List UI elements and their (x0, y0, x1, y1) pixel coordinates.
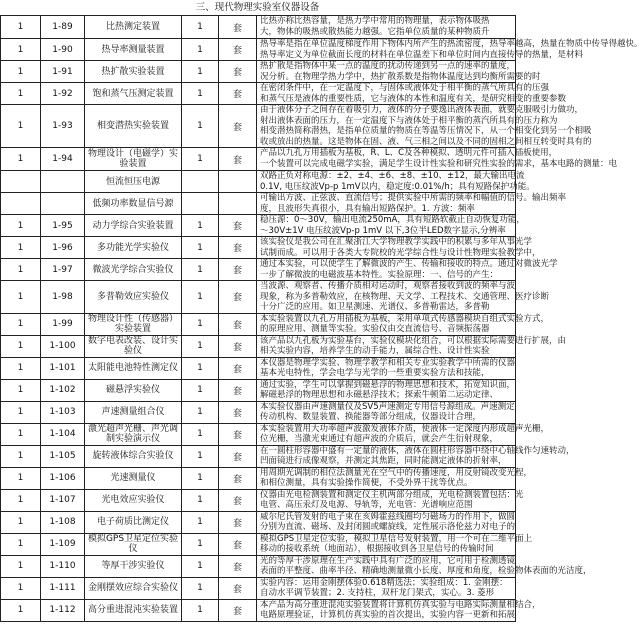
description-line: 本实验装置以九孔万用插板为基板，采用单项式传感器模块自组式实验方式， (260, 313, 550, 324)
cell-description (257, 61, 541, 83)
cell-quantity: 1 (182, 237, 219, 259)
cell-quantity: 1 (182, 313, 219, 335)
cell-no: 1 (1, 83, 41, 105)
cell-unit: 套 (219, 379, 257, 401)
cell-quantity: 1 (182, 83, 219, 105)
description-line: 相变潜热简称潜热，是指单位质量的物质在等温等压情况下，从一个相变化到另一个相吸 (260, 126, 592, 136)
cell-equipment-name: 物理设计性（传感器）实验装置 (85, 313, 182, 335)
table-row (1, 555, 516, 577)
cell-quantity (182, 171, 219, 193)
cell-no: 1 (1, 237, 41, 259)
cell-item-id: 1-107 (41, 489, 85, 511)
cell-equipment-name: 热扩散实验装置 (85, 61, 182, 83)
description-line: 光的等厚干涉原理在生产实践中具有广泛的应用，它可用于检测透镜 (260, 555, 516, 566)
cell-equipment-name: 光电效应实验仪 (85, 489, 182, 511)
table-row (1, 467, 516, 489)
cell-description (257, 511, 516, 533)
cell-item-id: 1-93 (41, 105, 85, 148)
description-line: 本产品为高分重进混沌实验装置将计算机仿真实验与电路实际测量相结合， (260, 599, 541, 610)
cell-equipment-name: 微波光学综合实验仪 (85, 259, 182, 281)
description-line: 稳压源：0～30V，输出电流250mA，具有短路软截止自动恢复功能， (260, 215, 525, 225)
description-line: 当波源、观察者、传播介质相对运动时，观察者接收到波的频率与波 (260, 281, 516, 291)
table-row (1, 489, 516, 511)
cell-unit: 套 (219, 83, 257, 105)
description-line: 度，且波形失真很小，具有输出短路保护。1. 方波：频率 (260, 203, 475, 214)
cell-quantity: 1 (182, 357, 219, 379)
cell-quantity: 1 (182, 401, 219, 423)
description-line: 电路原理验证，计算机仿真实验的首次提出，实验内容一更新和拓展 (260, 610, 516, 620)
cell-description (257, 599, 541, 621)
cell-equipment-name: 恒流恒压电源 (85, 171, 182, 193)
cell-description (257, 313, 550, 335)
cell-item-id: 1-96 (41, 237, 85, 259)
cell-no: 1 (1, 533, 41, 555)
cell-description (257, 467, 533, 489)
description-line: 况分析。在物理学热力学中，热扩散系数是指物体温度达到均衡所需要的时 (260, 71, 541, 82)
cell-quantity: 1 (182, 555, 219, 577)
cell-description (257, 281, 550, 314)
equipment-rows (1, 16, 643, 622)
description-line: 表面的平整度、曲率半径、精确地测量微小长度、厚度和角度，检验物体表面的光洁度， (260, 566, 592, 576)
cell-description (257, 489, 524, 511)
table-row (1, 83, 516, 105)
cell-unit: 套 (219, 215, 257, 237)
cell-quantity: 1 (182, 467, 219, 489)
description-line: 射出液体表面的压力，在一定温度下与液体处于相平衡的蒸汽所具有的压力称为 (260, 115, 558, 126)
table-row (1, 61, 516, 83)
table-row (1, 148, 516, 171)
cell-item-id: 1-92 (41, 83, 85, 105)
description-line: 试制而成。可以用于各类大专院校的光学综合性与设计性物理实验教学中， (260, 247, 541, 258)
description-line: 收或放出的热量。这是物体在固、液、气三相之间以及不同的固相之间相互转变时具有的 (260, 136, 592, 147)
cell-unit: 套 (219, 39, 257, 61)
cell-equipment-name: 物理设计（电磁学）实验装置 (85, 148, 182, 171)
cell-unit: 套 (219, 313, 257, 335)
cell-equipment-name: 饱和蒸气压测定装置 (85, 83, 182, 105)
cell-quantity: 1 (182, 379, 219, 401)
cell-unit (219, 171, 257, 193)
description-line: 仪器由光电检测装置和测定仪主机两部分组成，光电检测装置包括：光 (260, 489, 524, 500)
cell-unit: 套 (219, 401, 257, 423)
cell-no (1, 193, 41, 215)
description-line: 热扩散是指物体中某一点的温度的扰动传递到另一点的速率的量度， (260, 61, 516, 71)
cell-item-id: 1-106 (41, 467, 85, 489)
table-row (1, 193, 516, 215)
description-line: 实验内容：运用金刚摆体验0.618精选法；实验组成：1. 金刚摆： (260, 577, 508, 588)
cell-unit: 套 (219, 423, 257, 445)
cell-quantity: 1 (182, 577, 219, 599)
description-line: 和蒸气压是液体的重要性质，它与液体的本性和温度有关，是研究相变的重要参数 (260, 93, 567, 104)
cell-equipment-name: 等厚干涉实验仪 (85, 555, 182, 577)
cell-item-id: 1-98 (41, 281, 85, 314)
cell-quantity: 1 (182, 215, 219, 237)
description-line: 模拟GPS卫星定位实验，模拟卫星信号发射装置，用一个可在二维平面上 (260, 533, 533, 544)
cell-equipment-name: 高分重进混沌实验装置 (85, 599, 182, 621)
table-row (1, 313, 516, 335)
cell-description (257, 555, 592, 577)
cell-quantity: 1 (182, 445, 219, 467)
description-line: 电管、高压汞灯及电源、导轨等，光电管：光谱响应范围 (260, 500, 473, 510)
cell-description (257, 171, 535, 193)
cell-unit: 套 (219, 533, 257, 555)
description-line: 在一圆柱形容器中盛有一定量的液体，液体在圆柱形容器中绕中心轴线作匀速转动， (260, 445, 575, 456)
cell-unit (219, 193, 257, 215)
cell-unit: 套 (219, 335, 257, 357)
cell-equipment-name: 模拟GPS卫星定位实验仪 (85, 533, 182, 555)
description-line: 传动机构、数显装置、换能器等部分组成，仪器设计合理， (260, 412, 482, 422)
cell-item-id: 1-111 (41, 577, 85, 599)
description-line: 大，物体的吸热或散热能力越强。它指单位质量的某种物质升 (260, 26, 490, 37)
cell-unit: 套 (219, 555, 257, 577)
table-row (1, 445, 516, 467)
table-row (1, 281, 516, 314)
cell-no: 1 (1, 39, 41, 61)
cell-unit: 套 (219, 259, 257, 281)
cell-no: 1 (1, 423, 41, 445)
table-row (1, 401, 516, 423)
cell-no: 1 (1, 148, 41, 171)
cell-quantity: 1 (182, 259, 219, 281)
cell-item-id (41, 193, 85, 215)
cell-item-id: 1-112 (41, 599, 85, 621)
cell-equipment-name: 热导率测量装置 (85, 39, 182, 61)
cell-no: 1 (1, 335, 41, 357)
cell-description (257, 39, 643, 61)
cell-no: 1 (1, 401, 41, 423)
cell-equipment-name: 激光超声光栅、声光调制实验演示仪 (85, 423, 182, 445)
cell-quantity: 1 (182, 489, 219, 511)
cell-no: 1 (1, 105, 41, 148)
description-line: 通过本实验，可以使学生了解微波的产生、传输和接收的特点。通过对微波光学 (260, 259, 558, 269)
table-row (1, 16, 516, 39)
description-line: 可输出方波、正弦波、直流信号；提供实验中所需的频率和幅值的信号。输出频率 (260, 193, 567, 203)
description-line: 威尔尼氏管发射的电子束在亥姆霍兹线圈均匀磁场力的作用下，做圆 (260, 511, 516, 522)
table-row (1, 533, 516, 555)
cell-no: 1 (1, 467, 41, 489)
cell-item-id: 1-105 (41, 445, 85, 467)
cell-item-id: 1-104 (41, 423, 85, 445)
description-line: 位光栅，当激光束通过有超声波的介质后，就会产生衍射现象， (260, 434, 499, 444)
cell-description (257, 16, 516, 39)
cell-item-id: 1-109 (41, 533, 85, 555)
cell-item-id: 1-90 (41, 39, 85, 61)
cell-equipment-name: 相变潜热实验装置 (85, 105, 182, 148)
description-line: 移动的接收系统（地面站），根据接收到各卫星信号的传输时间 (260, 544, 494, 554)
equipment-table (0, 15, 643, 622)
table-row (1, 105, 516, 148)
cell-equipment-name: 磁悬浮实验仪 (85, 379, 182, 401)
cell-quantity: 1 (182, 281, 219, 314)
cell-item-id: 1-108 (41, 511, 85, 533)
cell-item-id: 1-91 (41, 61, 85, 83)
description-line: 和相位测量，具有实验操作简便，不受外界干扰等优点。 (260, 478, 473, 488)
cell-equipment-name: 光速测量仪 (85, 467, 182, 489)
cell-equipment-name: 声速测量组合仪 (85, 401, 182, 423)
cell-unit: 套 (219, 577, 257, 599)
cell-item-id: 1-110 (41, 555, 85, 577)
cell-description (257, 105, 592, 148)
cell-description (257, 533, 533, 555)
cell-item-id: 1-102 (41, 379, 85, 401)
table-row (1, 259, 516, 281)
cell-description (257, 83, 567, 105)
cell-no: 1 (1, 445, 41, 467)
cell-no: 1 (1, 379, 41, 401)
description-line: 本仪器是物理学实验、物理学教学和相关专业实验教学中所需的仪器 (260, 357, 516, 368)
description-line: 比热亦称比热容量，是热力学中常用的物理量，表示物体吸热 (260, 16, 490, 26)
cell-unit: 套 (219, 61, 257, 83)
description-line: 的原理应用、测量等实验。实验仪由交直流信号、音频振荡器 (260, 324, 490, 334)
cell-description (257, 259, 558, 281)
table-row (1, 171, 516, 193)
description-line: 自动水平调节装置；2. 支持柱，双杆龙门架式，实心。3. 菱形 (260, 588, 495, 598)
cell-unit: 套 (219, 467, 257, 489)
description-line: 产品以九孔万用插板为基板，R、L、C及各种模拟、透明元件可插入插板使用， (260, 148, 558, 158)
cell-quantity: 1 (182, 105, 219, 148)
cell-no: 1 (1, 215, 41, 237)
description-line: 一个装置可以完成电磁学实验，满足学生设计性实验和研究性实验的需求，基本电路的测量：电 (260, 158, 618, 169)
cell-quantity: 1 (182, 599, 219, 621)
description-line: 十分广泛的应用。如卫星测速、光谱仪、多普勒雷达，多普勒 (260, 302, 490, 312)
cell-item-id (41, 171, 85, 193)
cell-no: 1 (1, 357, 41, 379)
cell-item-id: 1-101 (41, 357, 85, 379)
cell-equipment-name: 动力学综合实验装置 (85, 215, 182, 237)
cell-equipment-name: 电子荷质比测定仪 (85, 511, 182, 533)
description-line: 现象，称为多普勒效应，在核物理、天文学、工程技术、交通管理、医疗诊断 (260, 291, 550, 302)
cell-description (257, 379, 516, 401)
description-line: 本实验仪器由声速测量仪及SV5声速测定专用信号源组成。声速测定 (260, 401, 515, 412)
description-line: 热导率定义为单位截面长度的材料在单位温差下和单位时间内直接传导的热量，是材料 (260, 49, 584, 60)
cell-equipment-name: 多功能光学实验仪 (85, 237, 182, 259)
cell-equipment-name: 多普勒效应实验仪 (85, 281, 182, 314)
description-line: 解磁悬浮的物理思想和永磁悬浮技术；探索牛顿第二运动定律、 (260, 390, 499, 400)
cell-item-id: 1-89 (41, 16, 85, 39)
description-line: 分别为直流、磁场、及封闭圆或螺旋线，定性展示洛伦兹力对电子的 (260, 522, 516, 532)
cell-equipment-name: 数字电表改装、设计实验仪 (85, 335, 182, 357)
cell-item-id: 1-95 (41, 215, 85, 237)
cell-item-id: 1-97 (41, 259, 85, 281)
description-line: 用周期光调制的相位法测量光在空气中的传播速度，用反射镜改变光程， (260, 467, 533, 478)
cell-quantity: 1 (182, 61, 219, 83)
description-line: ～30V±1V 电压纹波Vp-p 1mV 以下,3位半LED数字显示,分辨率 (260, 225, 506, 236)
description-line: 一步了解微波的电磁波基本特性。实验原理：一、信号的产生： (260, 269, 499, 280)
cell-quantity (182, 193, 219, 215)
cell-description (257, 237, 541, 259)
table-row (1, 423, 516, 445)
cell-no: 1 (1, 313, 41, 335)
cell-item-id: 1-100 (41, 335, 85, 357)
cell-unit: 套 (219, 105, 257, 148)
description-line: 双路正负对称电源：±2、±4、±6、±8、±10、±12，最大输出电流 (260, 171, 525, 181)
cell-description (257, 445, 575, 467)
cell-no: 1 (1, 577, 41, 599)
cell-quantity: 1 (182, 16, 219, 39)
cell-description (257, 577, 516, 599)
cell-no: 1 (1, 489, 41, 511)
cell-quantity: 1 (182, 533, 219, 555)
cell-unit: 套 (219, 148, 257, 171)
cell-unit: 套 (219, 489, 257, 511)
description-line: 由于液体分子之间存在着吸引力，液体的分子要逸出液体表面，就要克服吸引力做功， (260, 105, 584, 115)
table-row (1, 357, 516, 379)
table-row (1, 215, 516, 237)
cell-unit: 套 (219, 357, 257, 379)
description-line: 0.1V, 电压纹波Vp-p 1mV以内，稳定度:0.01%/h；具有短路保护功能。 (260, 181, 535, 192)
description-line: 相关实验内容，培养学生的动手能力，属综合性、设计性实验 (260, 346, 490, 356)
cell-equipment-name: 旋转液体综合实验仪 (85, 445, 182, 467)
description-line: 该实验仪是我公司在汇聚浙江大学物理教学实践中的积累与多年从事光学 (260, 237, 533, 247)
cell-description (257, 193, 567, 215)
cell-description (257, 148, 618, 171)
description-line: 基本光电特性，学会电学与光学的一些重要实验方法和技能， (260, 368, 490, 378)
cell-equipment-name: 低频功率数显信号源 (85, 193, 182, 215)
cell-description (257, 357, 516, 379)
description-line: 凹面镜进行成像观察，并测定其焦距，同时能测定液体的折射率， (260, 456, 507, 466)
cell-equipment-name: 比热测定装置 (85, 16, 182, 39)
page-title: 三、现代物理实验室仪器设备 (195, 2, 320, 13)
description-line: 本实验装置用大功率超声波激发液体介质，使液体一定深度内形成超声光栅， (260, 423, 550, 434)
table-row (1, 335, 516, 357)
description-line: 通过实验，学生可以掌握到磁悬浮的物理思想和技术，拓宽知识面， (260, 379, 516, 390)
cell-unit: 套 (219, 281, 257, 314)
table-row (1, 237, 516, 259)
cell-no: 1 (1, 281, 41, 314)
cell-description (257, 401, 516, 423)
cell-no: 1 (1, 511, 41, 533)
cell-quantity: 1 (182, 335, 219, 357)
table-row (1, 577, 516, 599)
cell-description (257, 423, 550, 445)
cell-no: 1 (1, 61, 41, 83)
table-row (1, 379, 516, 401)
cell-quantity: 1 (182, 423, 219, 445)
cell-unit: 套 (219, 445, 257, 467)
cell-description (257, 335, 567, 357)
cell-unit: 套 (219, 599, 257, 621)
cell-no: 1 (1, 599, 41, 621)
table-row (1, 39, 516, 61)
table-row (1, 511, 516, 533)
cell-item-id: 1-99 (41, 313, 85, 335)
cell-quantity: 1 (182, 511, 219, 533)
cell-equipment-name: 金刚摆效应综合实验仪 (85, 577, 182, 599)
cell-no: 1 (1, 555, 41, 577)
cell-unit: 套 (219, 16, 257, 39)
description-line: 该产品以九孔板为实验基台，实验仪模块化组合，可以根据实际需要进行扩展，由 (260, 335, 567, 346)
cell-item-id: 1-94 (41, 148, 85, 171)
cell-no: 1 (1, 259, 41, 281)
cell-item-id: 1-103 (41, 401, 85, 423)
cell-description (257, 215, 525, 237)
cell-unit: 套 (219, 237, 257, 259)
cell-unit: 套 (219, 511, 257, 533)
description-line: 在密闭条件中，在一定温度下，与固体或液体处于相平衡的蒸气所具有的压强 (260, 83, 550, 93)
cell-equipment-name: 太阳能电池特性测定仪 (85, 357, 182, 379)
cell-no: 1 (1, 16, 41, 39)
cell-no (1, 171, 41, 193)
description-line: 热导率是指在单位温度梯度作用下物体内所产生的热流密度，热导率越高，热量在物质中传导得越快。 (260, 39, 643, 49)
cell-quantity: 1 (182, 148, 219, 171)
table-row (1, 599, 516, 621)
cell-quantity: 1 (182, 39, 219, 61)
